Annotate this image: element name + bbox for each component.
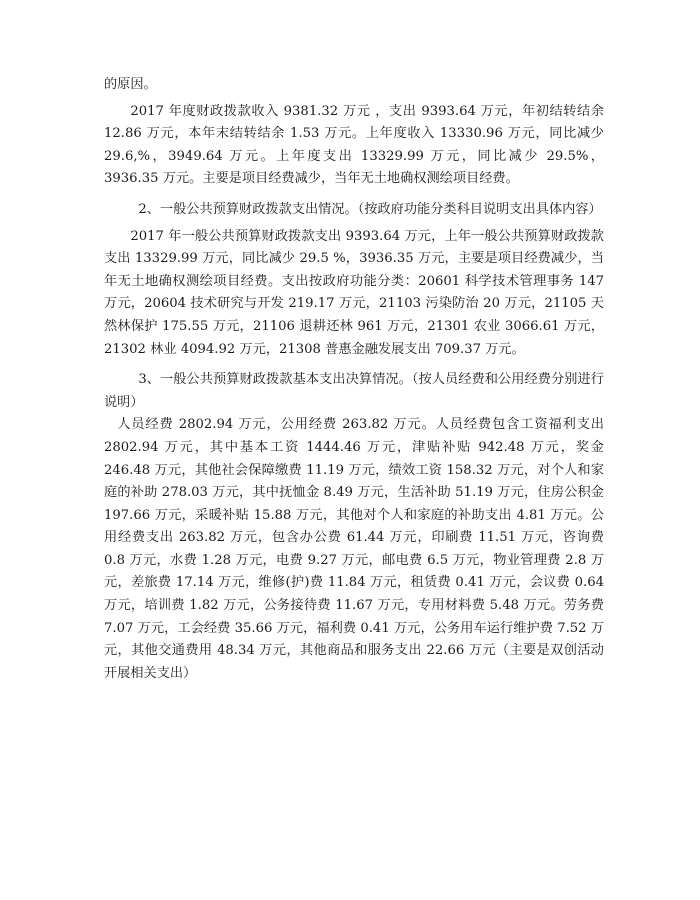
paragraph-general-budget-expenditure: 2017 年一般公共预算财政拨款支出 9393.64 万元，上年一般公共预算财政拨款支出 13329.99 万元，同比减少 29.5 %，3936.35 万元，主要是项目经费减少，当年无土地确权测绘项目经费。支出按政府功能分类：20601 科学技术管理事务 147 万元，20604 技术研究与开发 219.17 万元，21103 污染防治 20 万元，21105 天然林保护 175.55 万元，21106 退耕还林 961 万元，21301 农业 3066.61 万元，21302 林业 4094.92 万元，21308 普惠金融发展支出 709.37 万元。: [104, 228, 604, 357]
document-body: [104, 74, 604, 685]
section-heading-3: 3、一般公共预算财政拨款基本支出决算情况。（按人员经费和公用经费分别进行说明）: [104, 372, 604, 410]
paragraph-revenue-summary: 2017 年度财政拨款收入 9381.32 万元 ，支出 9393.64 万元，年初结转结余 12.86 万元，本年末结转结余 1.53 万元。上年度收入 13330.96 万元，同比减少 29.6,%，3949.64 万元。上年度支出 13329.99 万元，同比减少 29.5%，3936.35 万元。主要是项目经费减少，当年无土地确权测绘项目经费。: [104, 103, 604, 187]
paragraph-continuation: 的原因。: [104, 77, 157, 92]
paragraph-basic-expenditure: 人员经费 2802.94 万元，公用经费 263.82 万元。人员经费包含工资福利支出 2802.94 万元，其中基本工资 1444.46 万元，津贴补贴 942.48 万元，奖金 246.48 万元，其他社会保障缴费 11.19 万元，绩效工资 158.32 万元，对个人和家庭的补助 278.03 万元，其中抚恤金 8.49 万元，生活补助 51.19 万元，住房公积金 197.66 万元，采暖补贴 15.88 万元，其他对个人和家庭的补助支出 4.81 万元。公用经费支出 263.82 万元，包含办公费 61.44 万元，印刷费 11.51 万元，咨询费 0.8 万元，水费 1.28 万元，电费 9.27 万元，邮电费 6.5 万元，物业管理费 2.8 万元，差旅费 17.14 万元，维修(护)费 11.84 万元，租赁费 0.41 万元，会议费 0.64 万元，培训费 1.82 万元，公务接待费 11.67 万元，专用材料费 5.48 万元。劳务费 7.07 万元，工会经费 35.66 万元，福利费 0.41 万元，公务用车运行维护费 7.52 万元，其他交通费用 48.34 万元，其他商品和服务支出 22.66 万元（主要是双创活动开展相关支出）: [104, 417, 604, 681]
section-heading-2: 2、一般公共预算财政拨款支出情况。（按政府功能分类科目说明支出具体内容）: [138, 201, 602, 217]
